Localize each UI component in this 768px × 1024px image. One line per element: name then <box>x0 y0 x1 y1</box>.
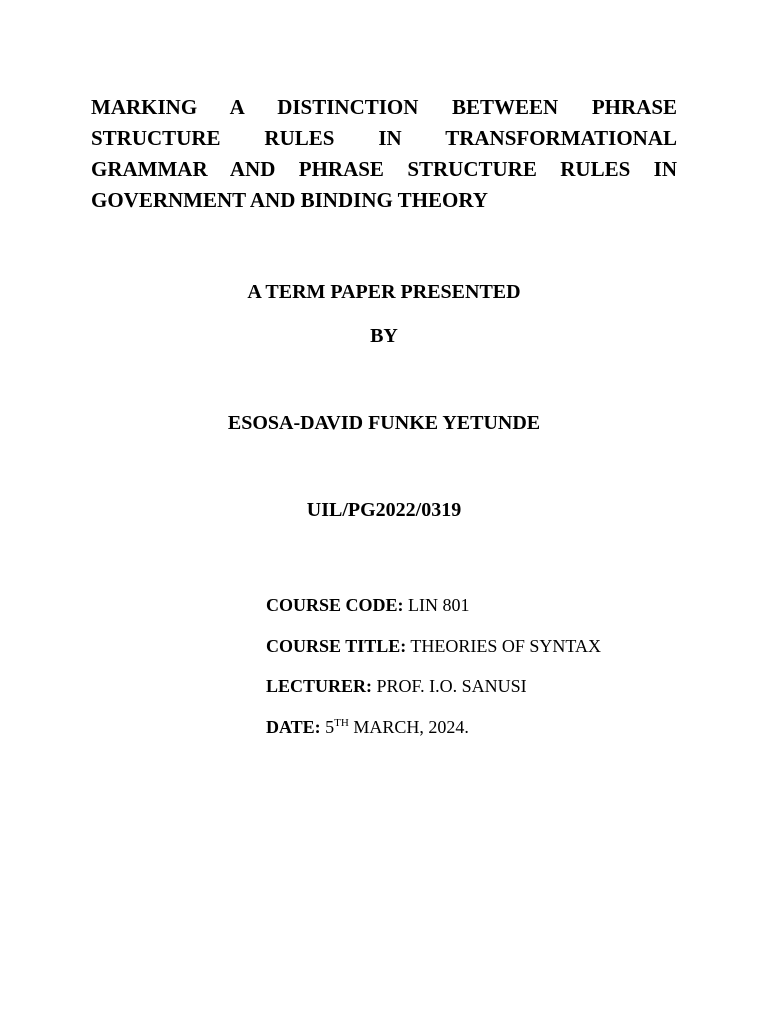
by-line: BY <box>370 325 398 347</box>
date-row <box>266 714 736 755</box>
matric-number: UIL/PG2022/0319 <box>306 499 462 521</box>
date-day: 5 <box>325 716 335 737</box>
lecturer-label: LECTURER: <box>266 676 373 696</box>
lecturer-value: PROF. I.O. SANUSI <box>376 676 527 696</box>
presented-line: A TERM PAPER PRESENTED <box>247 281 521 303</box>
course-title-label: COURSE TITLE: <box>266 635 407 656</box>
course-title-row <box>266 633 736 674</box>
date-month-year: MARCH, 2024. <box>353 716 469 737</box>
date-ordinal-suffix: TH <box>334 716 349 729</box>
course-code-label: COURSE CODE: <box>266 595 404 615</box>
course-code-row <box>266 592 736 633</box>
date-value <box>325 717 469 737</box>
course-title-value: THEORIES OF SYNTAX <box>410 635 601 656</box>
paper-title: MARKING A DISTINCTION BETWEEN PHRASE STRUCTURE RULES IN TRANSFORMATIONAL GRAMMAR AND PHRASE STRUCTURE RULES IN GOVERNMENT AND BINDING THEORY <box>91 95 677 212</box>
lecturer-row <box>266 673 736 714</box>
date-label: DATE: <box>266 716 321 737</box>
author-name: ESOSA-DAVID FUNKE YETUNDE <box>227 412 541 434</box>
course-details <box>266 592 736 754</box>
course-code-value: LIN 801 <box>408 595 470 615</box>
